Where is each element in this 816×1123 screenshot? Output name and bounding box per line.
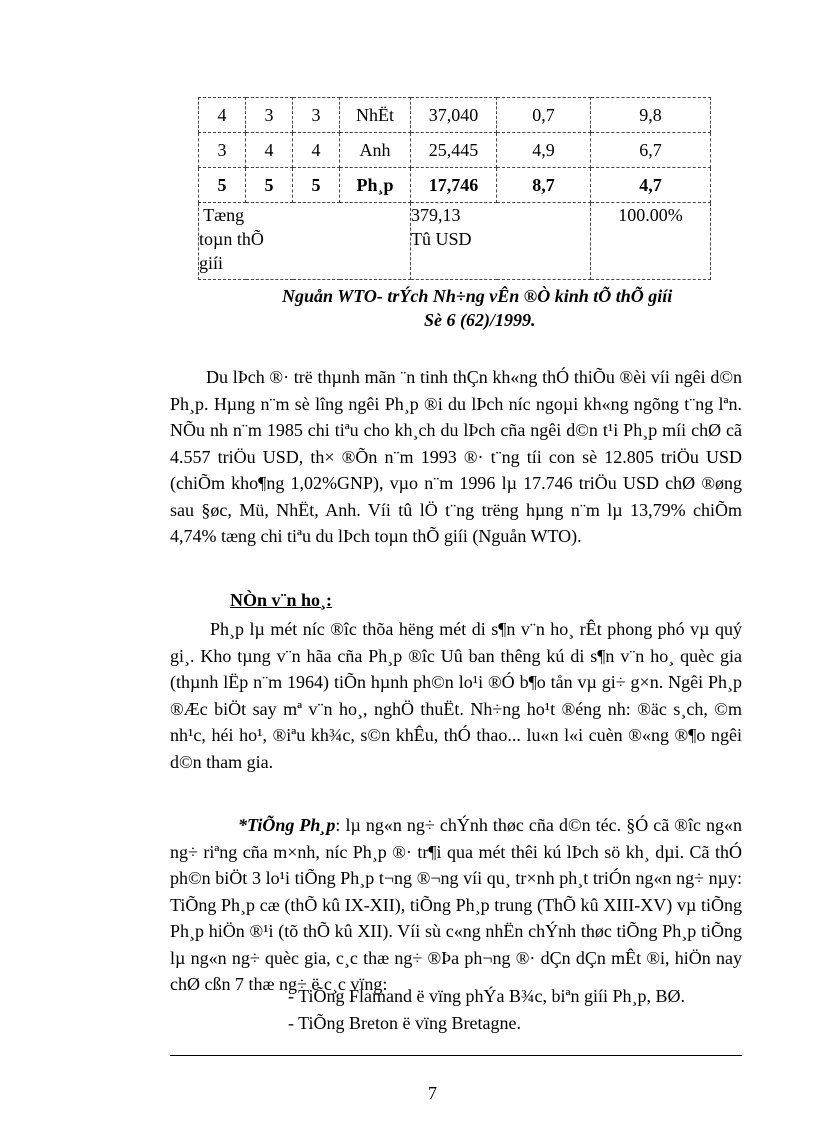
section-heading-culture: NÒn v¨n ho¸: (230, 590, 333, 610)
table-total-row (199, 203, 711, 280)
table-cell: 4 (199, 98, 246, 133)
source-citation: Nguån WTO- trÝch Nh÷ng vÊn ®Ò kinh tÕ thÕ giíi (282, 286, 673, 306)
table-cell-value: 37,040 (411, 98, 497, 133)
total-label-line: giíi (199, 253, 224, 273)
table-row (199, 98, 711, 133)
table-cell-growth: 8,7 (497, 168, 591, 203)
table-cell: 5 (293, 168, 340, 203)
table-cell: 4 (293, 133, 340, 168)
table-row (199, 133, 711, 168)
table-cell: 3 (246, 98, 293, 133)
paragraph-tourism: Du lÞch ®· trë thµnh mãn ¨n tinh thÇn kh«ng thÓ thiÕu ®èi víi ngêi d©n Ph¸p. Hµng n¨m sè lîng ngêi Ph¸p ®i du lÞch níc ngoµi kh«ng ngõng t¨ng lªn. NÕu nh n¨m 1985 chi tiªu cho kh¸ch du lÞch cña ngêi d©n t¹i Ph¸p míi chØ cã 4.557 triÖu USD, th× ®Õn n¨m 1993 ®· t¨ng tíi con sè 12.805 triÖu USD (chiÕm kho¶ng 1,02%GNP), vµo n¨m 1996 lµ 17.746 triÖu USD chØ ®øng sau §øc, Mü, NhËt, Anh. Víi tû lÖ t¨ng trëng hµng n¨m lµ 13,79% chiÕm 4,74% tæng chi tiªu du lÞch toµn thÕ giíi (Nguån WTO). (170, 367, 742, 546)
footer-divider (170, 1055, 742, 1056)
bullet-item: - TiÕng Flamand ë vïng phÝa B¾c, biªn giíi Ph¸p, BØ. (288, 986, 685, 1006)
tourism-spending-table (198, 97, 711, 280)
table-cell-country: NhËt (340, 98, 411, 133)
table-cell-share: 6,7 (591, 133, 711, 168)
total-label-line: toµn thÕ (199, 229, 264, 249)
bullet-item: - TiÕng Breton ë vïng Bretagne. (288, 1013, 521, 1033)
table-cell-country: Anh (340, 133, 411, 168)
total-value: 379,13 (411, 205, 461, 225)
total-label-line: Tæng (199, 205, 245, 225)
table-cell-growth: 0,7 (497, 98, 591, 133)
total-label-cell (199, 203, 411, 280)
paragraph-language (170, 812, 742, 998)
total-value-cell (411, 203, 591, 280)
total-unit: Tû USD (411, 229, 472, 249)
source-issue: Sè 6 (62)/1999. (424, 310, 536, 330)
table-cell-value: 17,746 (411, 168, 497, 203)
table-cell-share: 9,8 (591, 98, 711, 133)
language-lead: *TiÕng Ph¸p (238, 815, 336, 835)
table-cell-country: Ph¸p (340, 168, 411, 203)
table-cell: 3 (199, 133, 246, 168)
page-number: 7 (428, 1083, 437, 1103)
paragraph-culture: Ph¸p lµ mét níc ®îc thõa hëng mét di s¶n v¨n ho¸ rÊt phong phó vµ quý gi¸. Kho tµng v¨n hãa cña Ph¸p ®îc Uû ban thêng kú di s¶n v¨n ho¸ quèc gia (thµnh lËp n¨m 1964) tiÕn hµnh ph©n lo¹i ®Ó b¶o tån vµ gi÷ g×n. Ngêi Ph¸p ®Æc biÖt say mª v¨n ho¸, nghÖ thuËt. Nh÷ng ho¹t ®éng nh: ®äc s¸ch, ©m nh¹c, héi ho¹, ®iªu kh¾c, s©n khÊu, thÓ thao... lu«n l«i cuèn ®«ng ®¶o ngêi d©n tham gia. (170, 619, 742, 772)
table-cell: 4 (246, 133, 293, 168)
table-cell: 3 (293, 98, 340, 133)
table-cell: 5 (246, 168, 293, 203)
language-body: : lµ ng«n ng÷ chÝnh thøc cña d©n téc. §Ó cã ®îc ng«n ng÷ riªng cña m×nh, níc Ph¸p ®· tr¶i qua mét thêi kú lÞch sö kh¸ dµi. Cã thÓ ph©n biÖt 3 lo¹i tiÕng Ph¸p t¬ng ®¬ng víi qu¸ tr×nh ph¸t triÓn ng«n ng÷ nµy: TiÕng Ph¸p cæ (thÕ kû IX-XII), tiÕng Ph¸p trung (ThÕ kû XIII-XV) vµ tiÕng Ph¸p hiÖn ®¹i (tõ thÕ kû XII). Víi sù c«ng nhËn chÝnh thøc tiÕng Ph¸p tiÕng lµ ng«n ng÷ quèc gia, c¸c thæ ng÷ ®Þa ph¬ng ®· dÇn dÇn mÊt ®i, hiÖn nay chØ cßn 7 thæ ng÷ ë c¸c vïng: (170, 815, 742, 994)
table-cell-value: 25,445 (411, 133, 497, 168)
table-cell-growth: 4,9 (497, 133, 591, 168)
table-cell-share: 4,7 (591, 168, 711, 203)
table-row-highlight (199, 168, 711, 203)
total-share-cell: 100.00% (591, 203, 711, 280)
table-cell: 5 (199, 168, 246, 203)
